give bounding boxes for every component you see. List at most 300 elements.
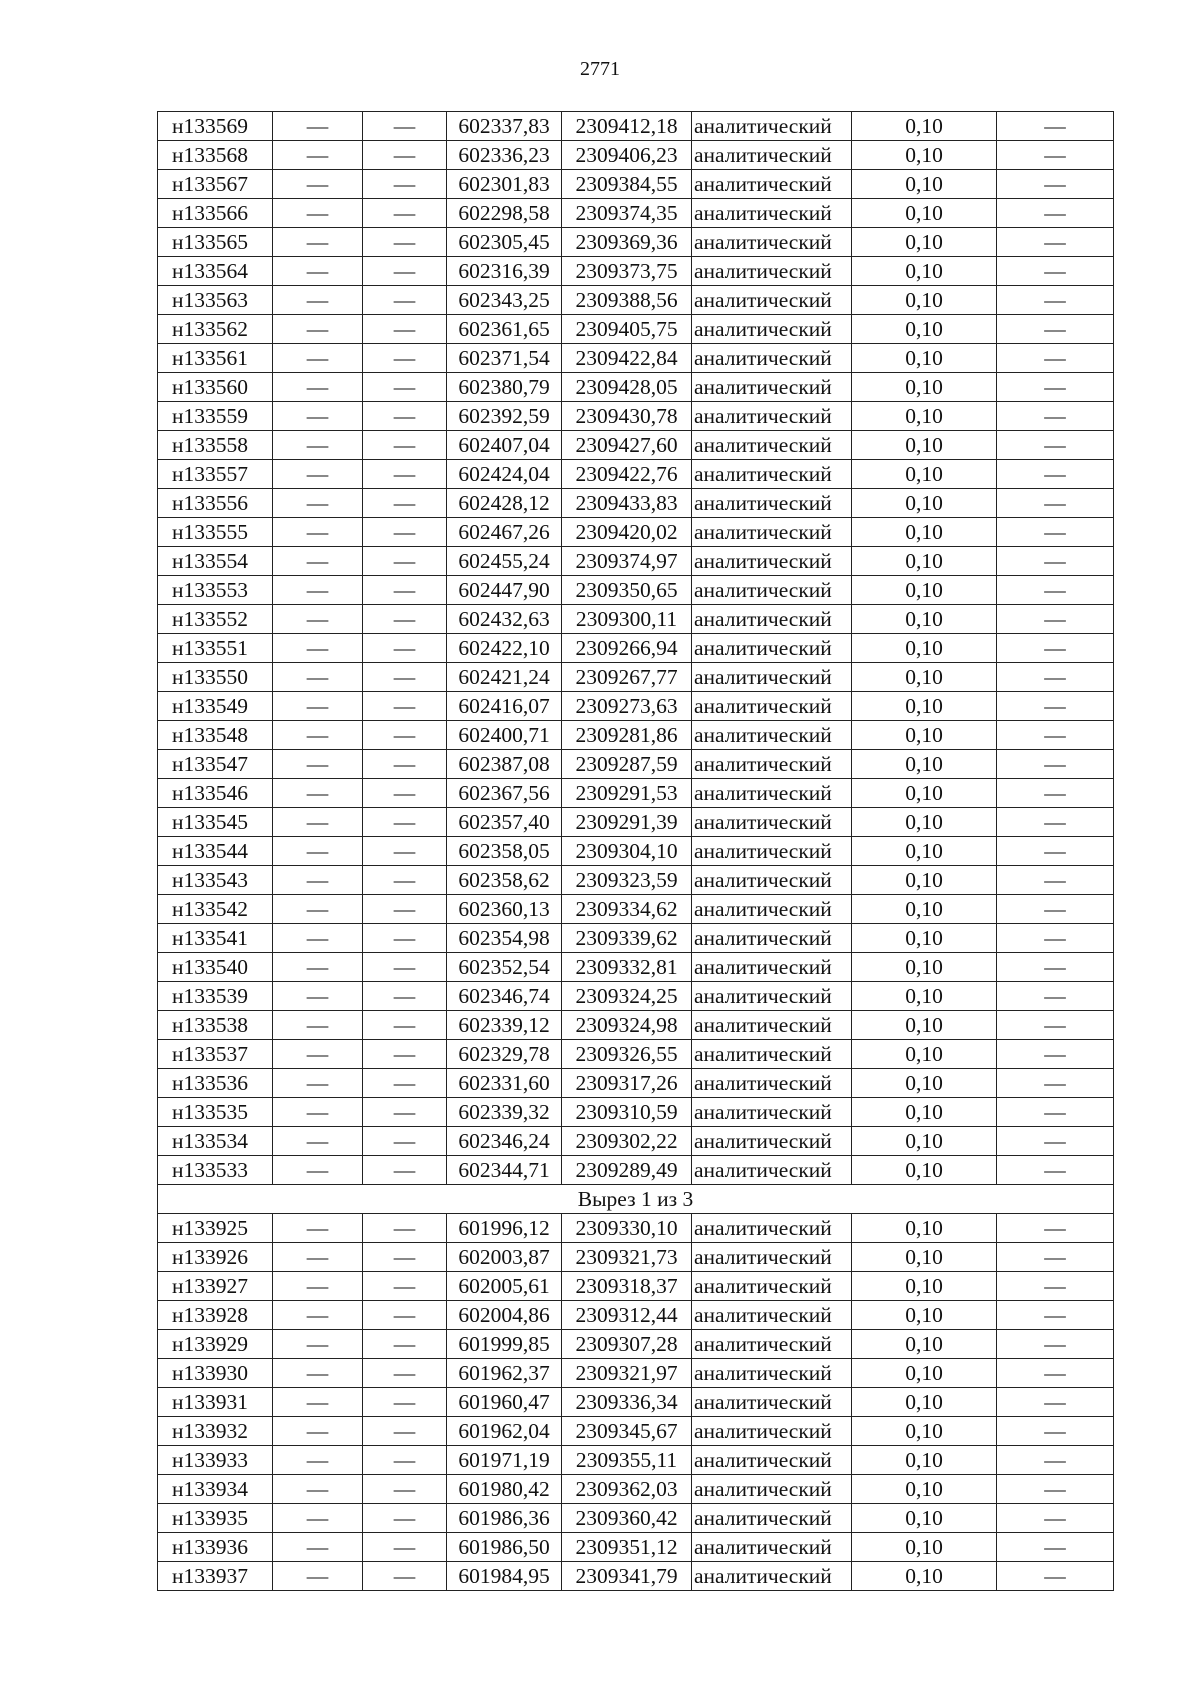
x-coordinate-cell: 602361,65: [447, 315, 562, 344]
accuracy-cell: 0,10: [852, 924, 997, 953]
x-coordinate-cell: 601960,47: [447, 1388, 562, 1417]
empty-value-cell: —: [363, 1156, 447, 1185]
empty-value-cell: —: [273, 721, 363, 750]
table-row: [158, 779, 1114, 808]
point-id-cell: н133550: [158, 663, 273, 692]
x-coordinate-cell: 602380,79: [447, 373, 562, 402]
empty-value-cell: —: [273, 1040, 363, 1069]
accuracy-cell: 0,10: [852, 1475, 997, 1504]
point-id-cell: н133563: [158, 286, 273, 315]
empty-value-cell: —: [273, 1243, 363, 1272]
empty-value-cell: —: [273, 257, 363, 286]
x-coordinate-cell: 602004,86: [447, 1301, 562, 1330]
accuracy-cell: 0,10: [852, 286, 997, 315]
empty-value-cell: —: [997, 1417, 1114, 1446]
y-coordinate-cell: 2309388,56: [562, 286, 692, 315]
y-coordinate-cell: 2309374,35: [562, 199, 692, 228]
accuracy-cell: 0,10: [852, 866, 997, 895]
empty-value-cell: —: [997, 634, 1114, 663]
x-coordinate-cell: 602339,12: [447, 1011, 562, 1040]
x-coordinate-cell: 602428,12: [447, 489, 562, 518]
point-id-cell: н133545: [158, 808, 273, 837]
point-id-cell: н133553: [158, 576, 273, 605]
accuracy-cell: 0,10: [852, 344, 997, 373]
table-row: [158, 460, 1114, 489]
point-id-cell: н133925: [158, 1214, 273, 1243]
y-coordinate-cell: 2309406,23: [562, 141, 692, 170]
x-coordinate-cell: 601980,42: [447, 1475, 562, 1504]
table-row: [158, 1243, 1114, 1272]
empty-value-cell: —: [997, 1388, 1114, 1417]
point-id-cell: н133542: [158, 895, 273, 924]
table-row: [158, 112, 1114, 141]
y-coordinate-cell: 2309321,97: [562, 1359, 692, 1388]
method-cell: аналитический: [692, 779, 852, 808]
x-coordinate-cell: 602455,24: [447, 547, 562, 576]
point-id-cell: н133565: [158, 228, 273, 257]
empty-value-cell: —: [997, 257, 1114, 286]
empty-value-cell: —: [997, 895, 1114, 924]
method-cell: аналитический: [692, 1214, 852, 1243]
accuracy-cell: 0,10: [852, 779, 997, 808]
point-id-cell: н133567: [158, 170, 273, 199]
method-cell: аналитический: [692, 315, 852, 344]
point-id-cell: н133548: [158, 721, 273, 750]
accuracy-cell: 0,10: [852, 1446, 997, 1475]
x-coordinate-cell: 602421,24: [447, 663, 562, 692]
empty-value-cell: —: [363, 692, 447, 721]
accuracy-cell: 0,10: [852, 634, 997, 663]
accuracy-cell: 0,10: [852, 1243, 997, 1272]
accuracy-cell: 0,10: [852, 170, 997, 199]
y-coordinate-cell: 2309360,42: [562, 1504, 692, 1533]
y-coordinate-cell: 2309300,11: [562, 605, 692, 634]
x-coordinate-cell: 602298,58: [447, 199, 562, 228]
x-coordinate-cell: 602316,39: [447, 257, 562, 286]
empty-value-cell: —: [363, 1301, 447, 1330]
y-coordinate-cell: 2309289,49: [562, 1156, 692, 1185]
empty-value-cell: —: [997, 1243, 1114, 1272]
empty-value-cell: —: [997, 663, 1114, 692]
empty-value-cell: —: [363, 576, 447, 605]
point-id-cell: н133926: [158, 1243, 273, 1272]
empty-value-cell: —: [363, 1243, 447, 1272]
point-id-cell: н133558: [158, 431, 273, 460]
method-cell: аналитический: [692, 1562, 852, 1591]
method-cell: аналитический: [692, 1359, 852, 1388]
empty-value-cell: —: [997, 1127, 1114, 1156]
point-id-cell: н133569: [158, 112, 273, 141]
x-coordinate-cell: 602346,74: [447, 982, 562, 1011]
table-row: [158, 1417, 1114, 1446]
point-id-cell: н133547: [158, 750, 273, 779]
x-coordinate-cell: 602329,78: [447, 1040, 562, 1069]
y-coordinate-cell: 2309307,28: [562, 1330, 692, 1359]
x-coordinate-cell: 602432,63: [447, 605, 562, 634]
x-coordinate-cell: 602467,26: [447, 518, 562, 547]
method-cell: аналитический: [692, 576, 852, 605]
empty-value-cell: —: [997, 489, 1114, 518]
method-cell: аналитический: [692, 634, 852, 663]
method-cell: аналитический: [692, 866, 852, 895]
table-row: [158, 344, 1114, 373]
table-row: [158, 315, 1114, 344]
method-cell: аналитический: [692, 112, 852, 141]
y-coordinate-cell: 2309341,79: [562, 1562, 692, 1591]
x-coordinate-cell: 602387,08: [447, 750, 562, 779]
point-id-cell: н133933: [158, 1446, 273, 1475]
x-coordinate-cell: 602346,24: [447, 1127, 562, 1156]
x-coordinate-cell: 602003,87: [447, 1243, 562, 1272]
empty-value-cell: —: [363, 1040, 447, 1069]
empty-value-cell: —: [363, 1011, 447, 1040]
empty-value-cell: —: [997, 692, 1114, 721]
y-coordinate-cell: 2309373,75: [562, 257, 692, 286]
y-coordinate-cell: 2309330,10: [562, 1214, 692, 1243]
method-cell: аналитический: [692, 170, 852, 199]
y-coordinate-cell: 2309433,83: [562, 489, 692, 518]
y-coordinate-cell: 2309334,62: [562, 895, 692, 924]
empty-value-cell: —: [363, 402, 447, 431]
accuracy-cell: 0,10: [852, 576, 997, 605]
empty-value-cell: —: [273, 808, 363, 837]
point-id-cell: н133543: [158, 866, 273, 895]
x-coordinate-cell: 601962,04: [447, 1417, 562, 1446]
y-coordinate-cell: 2309326,55: [562, 1040, 692, 1069]
accuracy-cell: 0,10: [852, 228, 997, 257]
method-cell: аналитический: [692, 750, 852, 779]
accuracy-cell: 0,10: [852, 199, 997, 228]
method-cell: аналитический: [692, 1504, 852, 1533]
y-coordinate-cell: 2309321,73: [562, 1243, 692, 1272]
y-coordinate-cell: 2309405,75: [562, 315, 692, 344]
table-row: [158, 924, 1114, 953]
empty-value-cell: —: [997, 431, 1114, 460]
x-coordinate-cell: 602400,71: [447, 721, 562, 750]
table-row: [158, 1359, 1114, 1388]
point-id-cell: н133937: [158, 1562, 273, 1591]
accuracy-cell: 0,10: [852, 895, 997, 924]
table-row: [158, 199, 1114, 228]
empty-value-cell: —: [273, 286, 363, 315]
empty-value-cell: —: [273, 866, 363, 895]
empty-value-cell: —: [997, 1069, 1114, 1098]
table-row: [158, 663, 1114, 692]
accuracy-cell: 0,10: [852, 431, 997, 460]
table-row: [158, 402, 1114, 431]
x-coordinate-cell: 602447,90: [447, 576, 562, 605]
y-coordinate-cell: 2309420,02: [562, 518, 692, 547]
empty-value-cell: —: [997, 808, 1114, 837]
empty-value-cell: —: [273, 1504, 363, 1533]
method-cell: аналитический: [692, 982, 852, 1011]
table-row: [158, 1562, 1114, 1591]
empty-value-cell: —: [363, 982, 447, 1011]
method-cell: аналитический: [692, 1127, 852, 1156]
y-coordinate-cell: 2309312,44: [562, 1301, 692, 1330]
empty-value-cell: —: [363, 257, 447, 286]
point-id-cell: н133561: [158, 344, 273, 373]
table-row: [158, 373, 1114, 402]
accuracy-cell: 0,10: [852, 808, 997, 837]
accuracy-cell: 0,10: [852, 1127, 997, 1156]
empty-value-cell: —: [273, 634, 363, 663]
table-row: [158, 1011, 1114, 1040]
empty-value-cell: —: [273, 1533, 363, 1562]
coordinates-table: [157, 111, 1114, 1591]
accuracy-cell: 0,10: [852, 692, 997, 721]
y-coordinate-cell: 2309345,67: [562, 1417, 692, 1446]
empty-value-cell: —: [997, 1098, 1114, 1127]
empty-value-cell: —: [273, 663, 363, 692]
accuracy-cell: 0,10: [852, 1359, 997, 1388]
point-id-cell: н133554: [158, 547, 273, 576]
point-id-cell: н133544: [158, 837, 273, 866]
empty-value-cell: —: [997, 1504, 1114, 1533]
table-row: [158, 1475, 1114, 1504]
empty-value-cell: —: [997, 547, 1114, 576]
table-row: [158, 982, 1114, 1011]
x-coordinate-cell: 602424,04: [447, 460, 562, 489]
point-id-cell: н133535: [158, 1098, 273, 1127]
empty-value-cell: —: [363, 1533, 447, 1562]
accuracy-cell: 0,10: [852, 1417, 997, 1446]
accuracy-cell: 0,10: [852, 663, 997, 692]
y-coordinate-cell: 2309324,98: [562, 1011, 692, 1040]
table-row: [158, 895, 1114, 924]
accuracy-cell: 0,10: [852, 141, 997, 170]
accuracy-cell: 0,10: [852, 1040, 997, 1069]
point-id-cell: н133556: [158, 489, 273, 518]
method-cell: аналитический: [692, 344, 852, 373]
y-coordinate-cell: 2309266,94: [562, 634, 692, 663]
x-coordinate-cell: 601962,37: [447, 1359, 562, 1388]
empty-value-cell: —: [273, 924, 363, 953]
coordinates-table-body: [158, 112, 1114, 1591]
accuracy-cell: 0,10: [852, 953, 997, 982]
method-cell: аналитический: [692, 605, 852, 634]
table-row: [158, 1330, 1114, 1359]
empty-value-cell: —: [273, 837, 363, 866]
empty-value-cell: —: [997, 141, 1114, 170]
table-row: [158, 257, 1114, 286]
empty-value-cell: —: [363, 373, 447, 402]
empty-value-cell: —: [363, 634, 447, 663]
empty-value-cell: —: [273, 1562, 363, 1591]
x-coordinate-cell: 602301,83: [447, 170, 562, 199]
empty-value-cell: —: [997, 837, 1114, 866]
empty-value-cell: —: [997, 170, 1114, 199]
table-row: [158, 605, 1114, 634]
table-row: [158, 634, 1114, 663]
point-id-cell: н133930: [158, 1359, 273, 1388]
method-cell: аналитический: [692, 1243, 852, 1272]
y-coordinate-cell: 2309350,65: [562, 576, 692, 605]
method-cell: аналитический: [692, 1040, 852, 1069]
empty-value-cell: —: [273, 1127, 363, 1156]
empty-value-cell: —: [363, 1214, 447, 1243]
y-coordinate-cell: 2309281,86: [562, 721, 692, 750]
y-coordinate-cell: 2309287,59: [562, 750, 692, 779]
table-row: [158, 170, 1114, 199]
method-cell: аналитический: [692, 199, 852, 228]
table-row: [158, 1069, 1114, 1098]
y-coordinate-cell: 2309351,12: [562, 1533, 692, 1562]
empty-value-cell: —: [363, 141, 447, 170]
table-row: [158, 750, 1114, 779]
accuracy-cell: 0,10: [852, 1533, 997, 1562]
empty-value-cell: —: [363, 721, 447, 750]
empty-value-cell: —: [273, 373, 363, 402]
empty-value-cell: —: [363, 1446, 447, 1475]
x-coordinate-cell: 602358,62: [447, 866, 562, 895]
method-cell: аналитический: [692, 1272, 852, 1301]
y-coordinate-cell: 2309323,59: [562, 866, 692, 895]
empty-value-cell: —: [273, 1388, 363, 1417]
table-row: [158, 721, 1114, 750]
method-cell: аналитический: [692, 373, 852, 402]
point-id-cell: н133566: [158, 199, 273, 228]
page-number: 2771: [580, 58, 620, 80]
method-cell: аналитический: [692, 431, 852, 460]
table-row: [158, 141, 1114, 170]
empty-value-cell: —: [363, 866, 447, 895]
accuracy-cell: 0,10: [852, 489, 997, 518]
empty-value-cell: —: [363, 1098, 447, 1127]
empty-value-cell: —: [363, 460, 447, 489]
empty-value-cell: —: [363, 518, 447, 547]
x-coordinate-cell: 602371,54: [447, 344, 562, 373]
accuracy-cell: 0,10: [852, 1069, 997, 1098]
empty-value-cell: —: [997, 286, 1114, 315]
empty-value-cell: —: [273, 1417, 363, 1446]
empty-value-cell: —: [997, 982, 1114, 1011]
empty-value-cell: —: [997, 373, 1114, 402]
point-id-cell: н133935: [158, 1504, 273, 1533]
accuracy-cell: 0,10: [852, 982, 997, 1011]
accuracy-cell: 0,10: [852, 315, 997, 344]
y-coordinate-cell: 2309339,62: [562, 924, 692, 953]
accuracy-cell: 0,10: [852, 460, 997, 489]
empty-value-cell: —: [363, 779, 447, 808]
method-cell: аналитический: [692, 895, 852, 924]
empty-value-cell: —: [273, 1359, 363, 1388]
accuracy-cell: 0,10: [852, 373, 997, 402]
empty-value-cell: —: [363, 1504, 447, 1533]
accuracy-cell: 0,10: [852, 1272, 997, 1301]
accuracy-cell: 0,10: [852, 1098, 997, 1127]
empty-value-cell: —: [273, 982, 363, 1011]
point-id-cell: н133568: [158, 141, 273, 170]
method-cell: аналитический: [692, 721, 852, 750]
y-coordinate-cell: 2309332,81: [562, 953, 692, 982]
x-coordinate-cell: 602354,98: [447, 924, 562, 953]
y-coordinate-cell: 2309427,60: [562, 431, 692, 460]
empty-value-cell: —: [363, 315, 447, 344]
method-cell: аналитический: [692, 1446, 852, 1475]
empty-value-cell: —: [363, 895, 447, 924]
empty-value-cell: —: [273, 228, 363, 257]
accuracy-cell: 0,10: [852, 547, 997, 576]
method-cell: аналитический: [692, 1301, 852, 1330]
empty-value-cell: —: [273, 402, 363, 431]
empty-value-cell: —: [273, 692, 363, 721]
point-id-cell: н133560: [158, 373, 273, 402]
empty-value-cell: —: [997, 1301, 1114, 1330]
method-cell: аналитический: [692, 837, 852, 866]
empty-value-cell: —: [363, 489, 447, 518]
empty-value-cell: —: [273, 1301, 363, 1330]
point-id-cell: н133534: [158, 1127, 273, 1156]
x-coordinate-cell: 602392,59: [447, 402, 562, 431]
x-coordinate-cell: 601984,95: [447, 1562, 562, 1591]
point-id-cell: н133936: [158, 1533, 273, 1562]
point-id-cell: н133536: [158, 1069, 273, 1098]
x-coordinate-cell: 602305,45: [447, 228, 562, 257]
empty-value-cell: —: [997, 1359, 1114, 1388]
table-row: [158, 837, 1114, 866]
x-coordinate-cell: 602358,05: [447, 837, 562, 866]
table-row: [158, 431, 1114, 460]
y-coordinate-cell: 2309422,76: [562, 460, 692, 489]
empty-value-cell: —: [273, 344, 363, 373]
empty-value-cell: —: [273, 779, 363, 808]
empty-value-cell: —: [363, 663, 447, 692]
method-cell: аналитический: [692, 1533, 852, 1562]
empty-value-cell: —: [997, 1475, 1114, 1504]
empty-value-cell: —: [363, 808, 447, 837]
empty-value-cell: —: [273, 170, 363, 199]
x-coordinate-cell: 602343,25: [447, 286, 562, 315]
x-coordinate-cell: 602005,61: [447, 1272, 562, 1301]
point-id-cell: н133549: [158, 692, 273, 721]
empty-value-cell: —: [273, 1475, 363, 1504]
empty-value-cell: —: [997, 199, 1114, 228]
point-id-cell: н133540: [158, 953, 273, 982]
y-coordinate-cell: 2309362,03: [562, 1475, 692, 1504]
x-coordinate-cell: 601986,50: [447, 1533, 562, 1562]
point-id-cell: н133555: [158, 518, 273, 547]
accuracy-cell: 0,10: [852, 605, 997, 634]
y-coordinate-cell: 2309428,05: [562, 373, 692, 402]
empty-value-cell: —: [363, 199, 447, 228]
method-cell: аналитический: [692, 1417, 852, 1446]
y-coordinate-cell: 2309430,78: [562, 402, 692, 431]
empty-value-cell: —: [997, 1446, 1114, 1475]
empty-value-cell: —: [273, 1156, 363, 1185]
point-id-cell: н133559: [158, 402, 273, 431]
method-cell: аналитический: [692, 518, 852, 547]
empty-value-cell: —: [273, 547, 363, 576]
empty-value-cell: —: [363, 1272, 447, 1301]
empty-value-cell: —: [997, 779, 1114, 808]
table-row: [158, 1533, 1114, 1562]
method-cell: аналитический: [692, 1330, 852, 1359]
x-coordinate-cell: 602416,07: [447, 692, 562, 721]
method-cell: аналитический: [692, 924, 852, 953]
y-coordinate-cell: 2309302,22: [562, 1127, 692, 1156]
empty-value-cell: —: [273, 141, 363, 170]
x-coordinate-cell: 602352,54: [447, 953, 562, 982]
x-coordinate-cell: 602422,10: [447, 634, 562, 663]
method-cell: аналитический: [692, 1069, 852, 1098]
point-id-cell: н133928: [158, 1301, 273, 1330]
empty-value-cell: —: [273, 576, 363, 605]
method-cell: аналитический: [692, 257, 852, 286]
empty-value-cell: —: [273, 953, 363, 982]
y-coordinate-cell: 2309267,77: [562, 663, 692, 692]
x-coordinate-cell: 602367,56: [447, 779, 562, 808]
